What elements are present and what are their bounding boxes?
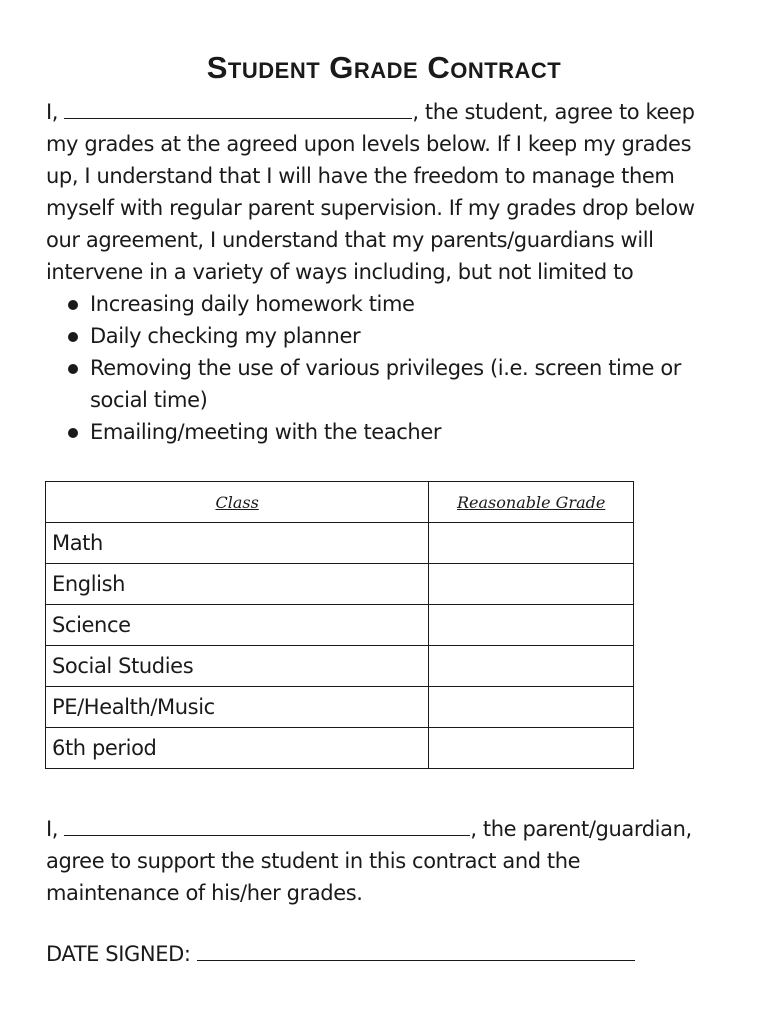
- page-title: Student Grade Contract: [206, 50, 562, 85]
- parent-agreement-line: agree to support the student in this contract and the: [46, 849, 581, 873]
- table-row: [46, 687, 634, 728]
- student-agreement-first-line: [46, 96, 726, 128]
- student-name-blank[interactable]: [64, 100, 412, 119]
- grade-cell[interactable]: [429, 523, 634, 564]
- grade-table: [45, 481, 634, 769]
- table-row: [46, 605, 634, 646]
- class-cell: Math: [46, 523, 429, 564]
- list-item-text: Daily checking my planner: [90, 324, 361, 348]
- parent-name-blank[interactable]: [64, 817, 470, 836]
- grade-cell[interactable]: [429, 646, 634, 687]
- class-cell: Science: [46, 605, 429, 646]
- class-column-header: Class: [46, 482, 429, 523]
- student-agreement-line: up, I understand that I will have the freedom to manage them: [46, 164, 675, 188]
- list-item: [68, 288, 690, 320]
- intervention-list: [68, 288, 690, 448]
- list-item: [68, 352, 690, 416]
- student-agreement-paragraph: [46, 96, 726, 288]
- bullet-icon: [68, 364, 78, 374]
- student-prefix: I,: [46, 100, 59, 124]
- date-signed-label: DATE SIGNED:: [46, 942, 191, 966]
- list-item: [68, 320, 690, 352]
- bullet-icon: [68, 300, 78, 310]
- list-item-text: Increasing daily homework time: [90, 292, 415, 316]
- student-agreement-line: our agreement, I understand that my parents/guardians will: [46, 228, 654, 252]
- parent-prefix: I,: [46, 817, 59, 841]
- table-row: [46, 646, 634, 687]
- list-item: [68, 416, 690, 448]
- bullet-icon: [68, 332, 78, 342]
- list-item-text: Emailing/meeting with the teacher: [90, 420, 442, 444]
- list-item-text-continued: social time): [90, 388, 208, 412]
- grade-cell[interactable]: [429, 564, 634, 605]
- grade-column-header: Reasonable Grade: [429, 482, 634, 523]
- parent-agreement-first-line: [46, 813, 726, 845]
- table-header-row: [46, 482, 634, 523]
- parent-agreement-paragraph: [46, 813, 726, 909]
- bullet-icon: [68, 428, 78, 438]
- date-signed-blank[interactable]: [197, 942, 635, 961]
- parent-agreement-line: maintenance of his/her grades.: [46, 881, 363, 905]
- grade-cell[interactable]: [429, 728, 634, 769]
- student-role-text: , the student, agree to keep: [412, 100, 695, 124]
- grade-cell[interactable]: [429, 605, 634, 646]
- table-row: [46, 564, 634, 605]
- class-cell: English: [46, 564, 429, 605]
- class-cell: 6th period: [46, 728, 429, 769]
- parent-role-text: , the parent/guardian,: [470, 817, 692, 841]
- grade-cell[interactable]: [429, 687, 634, 728]
- class-cell: Social Studies: [46, 646, 429, 687]
- table-row: [46, 523, 634, 564]
- date-signed-line: [46, 938, 635, 970]
- class-cell: PE/Health/Music: [46, 687, 429, 728]
- student-agreement-line: my grades at the agreed upon levels below. If I keep my grades: [46, 132, 692, 156]
- student-agreement-line: intervene in a variety of ways including, but not limited to: [46, 260, 634, 284]
- list-item-text: Removing the use of various privileges (i.e. screen time or: [90, 356, 682, 380]
- table-row: [46, 728, 634, 769]
- student-agreement-line: myself with regular parent supervision. If my grades drop below: [46, 196, 695, 220]
